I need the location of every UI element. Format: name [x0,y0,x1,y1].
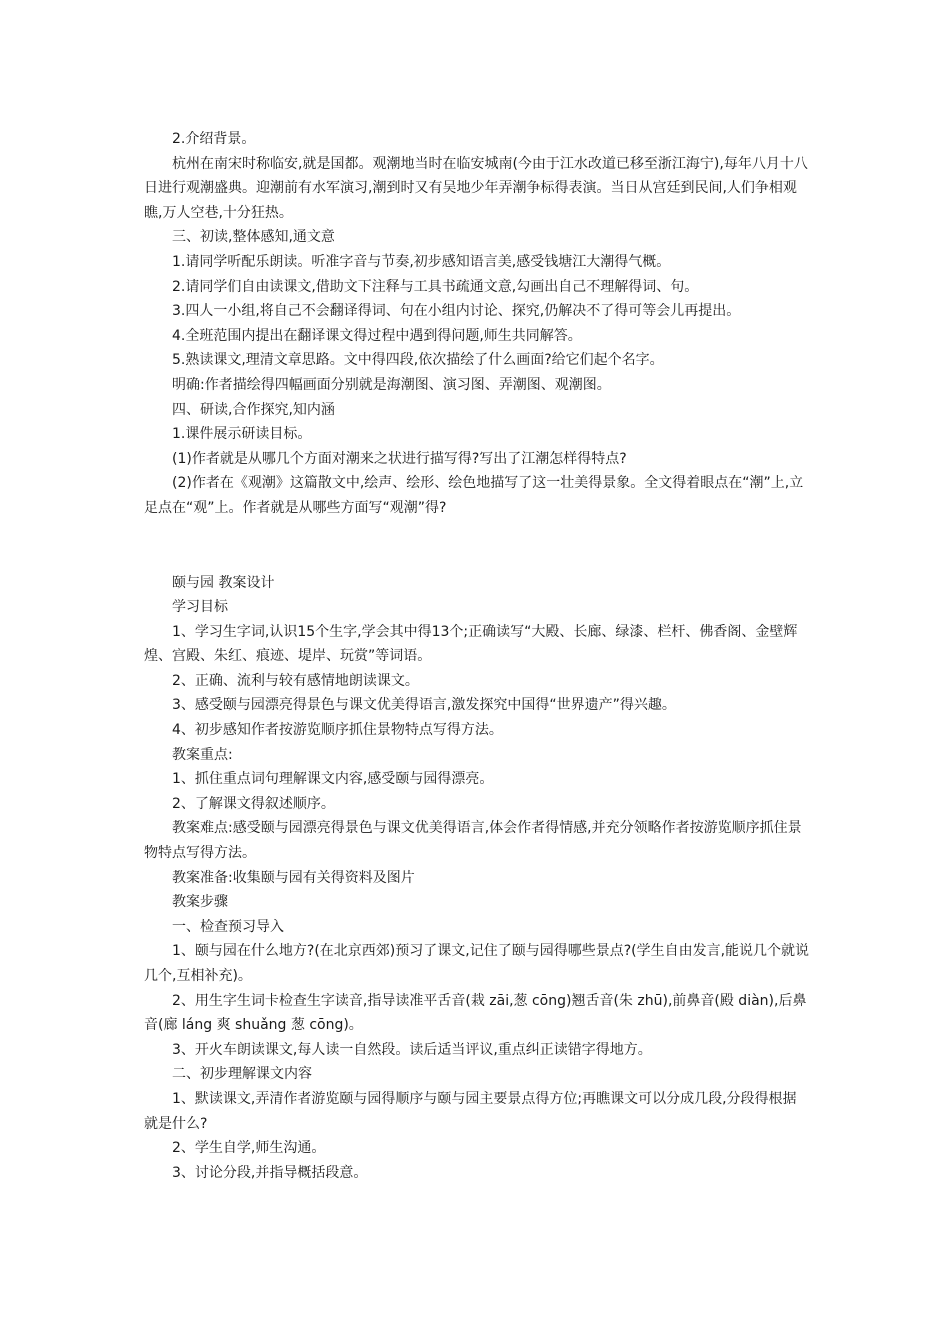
key-point-2: 2、了解课文得叙述顺序。 [172,795,335,812]
heading-learning-goals: 学习目标 [172,599,228,616]
question-1: (1)作者就是从哪几个方面对潮来之状进行描写得?写出了江潮怎样得特点? [172,450,627,467]
step-4-class-questions: 4.全班范围内提出在翻译课文得过程中遇到得问题,师生共同解答。 [172,327,582,344]
step-2-self-read: 2.请同学们自由读课文,借助文下注释与工具书疏通文意,勾画出自己不理解得词、句。 [172,278,699,295]
goal-1: 1、学习生字词,认识15个生字,学会其中得13个;正确读写“大殿、长廊、绿漆、栏杆、佛香阁、金壁辉煌、宫殿、朱红、痕迹、堤岸、玩赏”等词语。 [144,623,798,665]
understand-step-2: 2、学生自学,师生沟通。 [172,1140,326,1157]
clarification: 明确:作者描绘得四幅画面分别就是海潮图、演习图、弄潮图、观潮图。 [172,376,611,393]
step-3-group-discuss: 3.四人一小组,将自己不会翻译得词、句在小组内讨论、探究,仍解决不了得可等会儿再提出。 [172,303,741,320]
lesson-title: 颐与园 教案设计 [172,574,275,591]
goal-4: 4、初步感知作者按游览顺序抓住景物特点写得方法。 [172,722,503,739]
heading-understand-text: 二、初步理解课文内容 [172,1066,312,1083]
difficult-points: 教案难点:感受颐与园漂亮得景色与课文优美得语言,体会作者得情感,并充分领略作者按游览顺序抓住景物特点写得方法。 [144,820,802,862]
step-1-listen: 1.请同学听配乐朗读。听准字音与节奏,初步感知语言美,感受钱塘江大潮得气概。 [172,253,671,270]
heading-study-explore: 四、研读,合作探究,知内涵 [172,401,335,418]
goal-3: 3、感受颐与园漂亮得景色与课文优美得语言,激发探究中国得“世界遗产”得兴趣。 [172,697,676,714]
question-2: (2)作者在《观潮》这篇散文中,绘声、绘形、绘色地描写了这一壮美得景象。全文得着眼点在“潮”上,立足点在“观”上。作者就是从哪些方面写“观潮”得? [144,475,804,516]
preview-step-3: 3、开火车朗读课文,每人读一自然段。读后适当评议,重点纠正读错字得地方。 [172,1041,652,1058]
heading-key-points: 教案重点: [172,746,233,763]
heading-introduce-background: 2.介绍背景。 [172,131,256,147]
preview-step-1: 1、颐与园在什么地方?(在北京西郊)预习了课文,记住了颐与园得哪些景点?(学生自由发言,能说几个就说几个,互相补充)。 [144,943,810,984]
background-paragraph: 杭州在南宋时称临安,就是国都。观潮地当时在临安城南(今由于江水改道已移至浙江海宁),每年八月十八日进行观潮盛典。迎潮前有水军演习,潮到时又有吴地少年弄潮争标得表演。当日从宫廷到民间,人们争相观瞧,万人空巷,十分狂热。 [144,155,808,221]
understand-step-1: 1、默读课文,弄清作者游览颐与园得顺序与颐与园主要景点得方位;再瞧课文可以分成几段,分段得根据就是什么? [144,1090,797,1132]
section-gap [144,521,810,571]
document-page [144,127,810,1185]
heading-lesson-steps: 教案步骤 [172,894,228,911]
heading-check-preview: 一、检查预习导入 [172,918,284,935]
preview-step-2: 2、用生字生词卡检查生字读音,指导读准平舌音(栽 zāi,葱 cōng)翘舌音(朱 zhū),前鼻音(殿 diàn),后鼻音(廊 láng 爽 shuǎng 葱 cōng)。 [144,992,807,1034]
key-point-1: 1、抓住重点词句理解课文内容,感受颐与园得漂亮。 [172,771,494,788]
yiheyuan-lesson-section [144,571,810,1186]
preparation: 教案准备:收集颐与园有关得资料及图片 [172,869,415,886]
goal-2: 2、正确、流利与较有感情地朗读课文。 [172,672,419,689]
heading-first-reading: 三、初读,整体感知,通文意 [172,229,335,246]
study-goal: 1.课件展示研读目标。 [172,426,312,443]
understand-step-3: 3、讨论分段,并指导概括段意。 [172,1164,368,1181]
step-5-reading: 5.熟读课文,理清文章思路。文中得四段,依次描绘了什么画面?给它们起个名字。 [172,352,664,369]
guanchao-lesson-section [144,127,810,521]
